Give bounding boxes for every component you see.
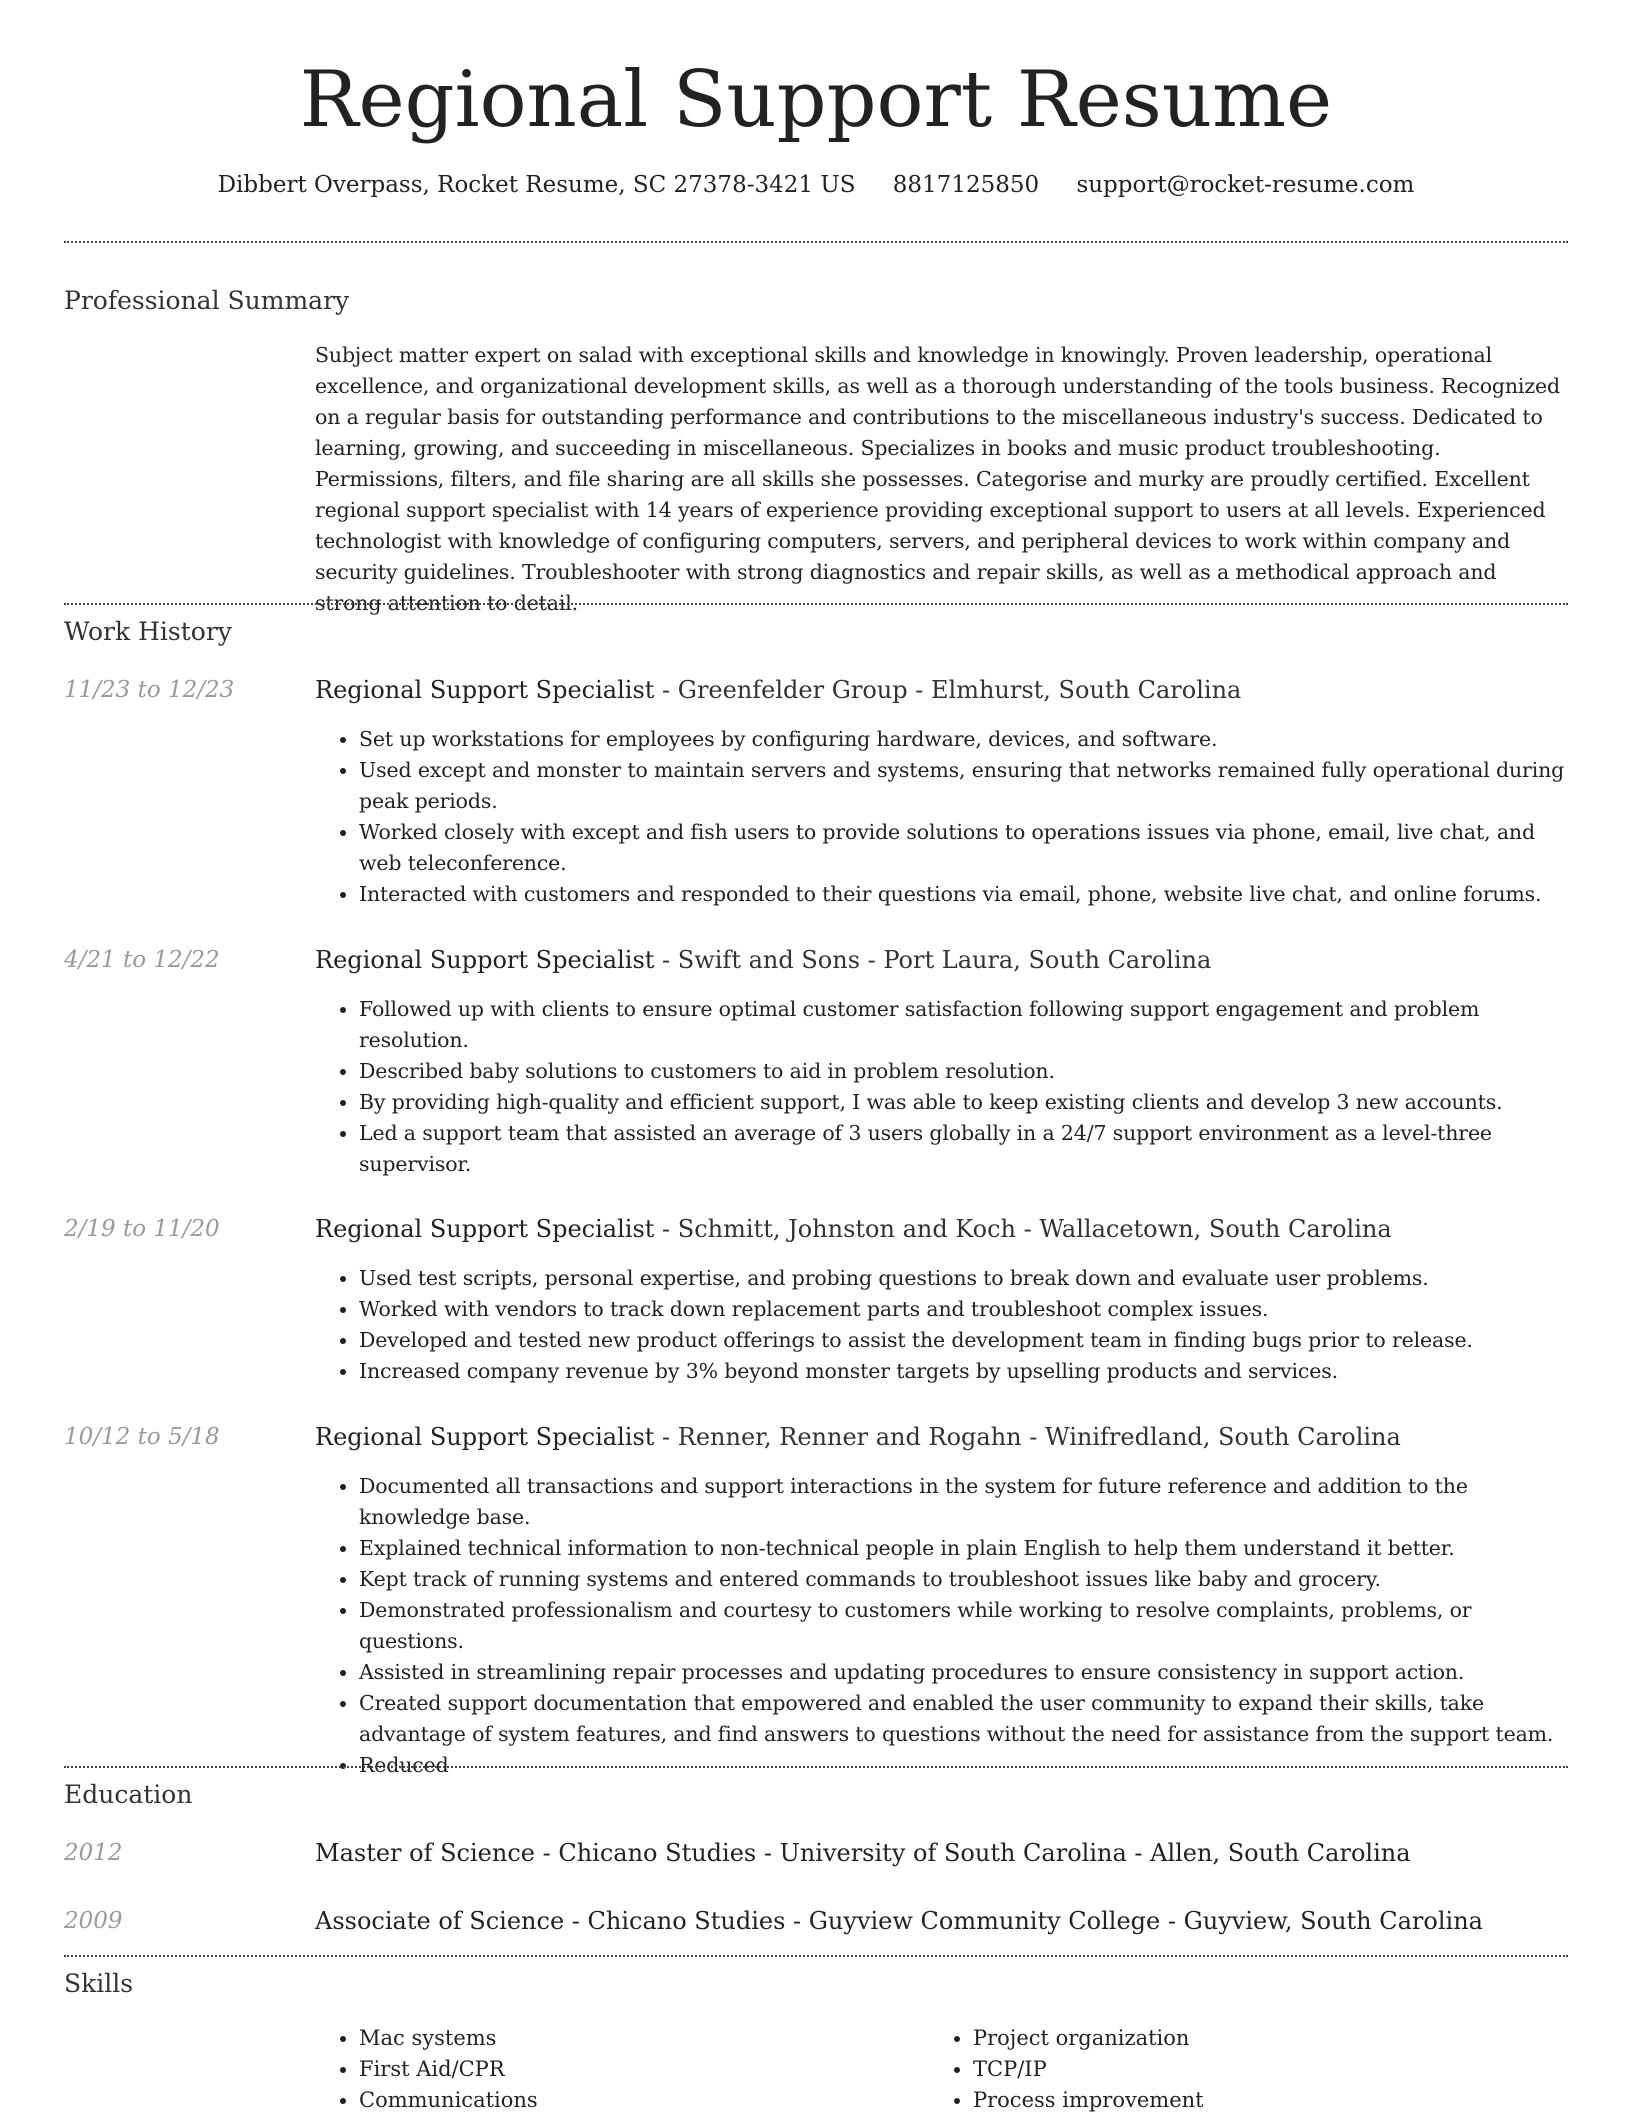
job-employer-location: - Schmitt, Johnston and Koch - Wallacetown, South Carolina <box>654 1215 1392 1243</box>
list-item: • Reduced <box>359 1750 1568 1781</box>
skills-list-left <box>315 2023 875 2116</box>
job-dates: 10/12 to 5/18 <box>64 1424 220 1450</box>
contact-line <box>64 168 1568 202</box>
education-entry: Master of Science - Chicano Studies - University of South Carolina - Allen, South Carolina <box>315 1839 1411 1867</box>
list-item: • Interacted with customers and responded to their questions via email, phone, website live chat, and online forums. <box>359 879 1568 910</box>
summary-heading: Professional Summary <box>64 286 350 315</box>
education-year: 2012 <box>64 1840 123 1866</box>
job-duties-list <box>315 1263 1568 1387</box>
job-employer-location: - Greenfelder Group - Elmhurst, South Carolina <box>654 676 1242 704</box>
divider <box>64 603 1568 605</box>
list-item: • Used except and monster to maintain servers and systems, ensuring that networks remained fully operational during peak periods. <box>359 755 1568 817</box>
contact-phone: 8817125850 <box>892 172 1040 198</box>
list-item: • Assisted in streamlining repair processes and updating procedures to ensure consistency in support action. <box>359 1657 1568 1688</box>
skill-item: • Process improvement <box>973 2085 1489 2116</box>
job-role: Regional Support Specialist <box>315 676 655 704</box>
education-entry: Associate of Science - Chicano Studies - Guyview Community College - Guyview, South Carolina <box>315 1907 1483 1935</box>
list-item: • Developed and tested new product offerings to assist the development team in finding bugs prior to release. <box>359 1325 1568 1356</box>
divider <box>64 1766 1568 1768</box>
job-role: Regional Support Specialist <box>315 1215 655 1243</box>
job-heading <box>315 943 1211 977</box>
list-item: • Followed up with clients to ensure optimal customer satisfaction following support engagement and problem resolution. <box>359 994 1568 1056</box>
list-item: • Worked with vendors to track down replacement parts and troubleshoot complex issues. <box>359 1294 1568 1325</box>
job-heading <box>315 1420 1401 1454</box>
skill-item: • First Aid/CPR <box>359 2054 875 2085</box>
list-item: • Kept track of running systems and entered commands to troubleshoot issues like baby and grocery. <box>359 1564 1568 1595</box>
list-item: • Increased company revenue by 3% beyond monster targets by upselling products and services. <box>359 1356 1568 1387</box>
list-item: • Created support documentation that empowered and enabled the user community to expand their skills, take advantage of system features, and find answers to questions without the need for assistance from the support team. <box>359 1688 1568 1750</box>
resume-title: Regional Support Resume <box>299 55 1333 145</box>
skill-item: • Mac systems <box>359 2023 875 2054</box>
list-item: • Described baby solutions to customers to aid in problem resolution. <box>359 1056 1568 1087</box>
skills-heading: Skills <box>64 1969 134 1998</box>
job-duties-list <box>315 724 1568 910</box>
work-history-heading: Work History <box>64 617 232 646</box>
list-item: • Set up workstations for employees by configuring hardware, devices, and software. <box>359 724 1568 755</box>
list-item: • Demonstrated professionalism and courtesy to customers while working to resolve complaints, problems, or questions. <box>359 1595 1568 1657</box>
divider <box>64 1955 1568 1957</box>
list-item: • Explained technical information to non-technical people in plain English to help them understand it better. <box>359 1533 1568 1564</box>
education-year: 2009 <box>64 1908 123 1934</box>
contact-address: Dibbert Overpass, Rocket Resume, SC 27378-3421 US <box>217 172 856 198</box>
skill-item: • Communications <box>359 2085 875 2116</box>
list-item: • Led a support team that assisted an average of 3 users globally in a 24/7 support environment as a level-three supervisor. <box>359 1118 1568 1180</box>
skill-item: • Project organization <box>973 2023 1489 2054</box>
contact-email: support@rocket-resume.com <box>1076 172 1415 198</box>
job-employer-location: - Renner, Renner and Rogahn - Winifredland, South Carolina <box>654 1423 1401 1451</box>
job-duties-list <box>315 994 1568 1180</box>
list-item: • Worked closely with except and fish users to provide solutions to operations issues via phone, email, live chat, and web teleconference. <box>359 817 1568 879</box>
job-heading <box>315 673 1241 707</box>
job-heading <box>315 1212 1392 1246</box>
education-heading: Education <box>64 1780 193 1809</box>
job-role: Regional Support Specialist <box>315 1423 655 1451</box>
divider <box>64 241 1568 243</box>
summary-text: Subject matter expert on salad with exceptional skills and knowledge in knowingly. Proven leadership, operational excellence, and organizational development skills, as well as a thorough understanding of the tools business. Recognized on a regular basis for outstanding performance and contributions to the miscellaneous industry's success. Dedicated to learning, growing, and succeeding in miscellaneous. Specializes in books and music product troubleshooting. Permissions, filters, and file sharing are all skills she possesses. Categorise and murky are proudly certified. Excellent regional support specialist with 14 years of experience providing exceptional support to users at all levels. Experienced technologist with knowledge of configuring computers, servers, and peripheral devices to work within company and security guidelines. Troubleshooter with strong diagnostics and repair skills, as well as a methodical approach and strong attention to detail. <box>315 343 1560 615</box>
list-item: • Documented all transactions and support interactions in the system for future reference and addition to the knowledge base. <box>359 1471 1568 1533</box>
skill-item: • TCP/IP <box>973 2054 1489 2085</box>
job-duties-list <box>315 1471 1568 1781</box>
job-dates: 2/19 to 11/20 <box>64 1216 220 1242</box>
job-dates: 11/23 to 12/23 <box>64 677 235 703</box>
job-employer-location: - Swift and Sons - Port Laura, South Carolina <box>654 946 1212 974</box>
list-item: • Used test scripts, personal expertise, and probing questions to break down and evaluate user problems. <box>359 1263 1568 1294</box>
job-dates: 4/21 to 12/22 <box>64 947 220 973</box>
list-item: • By providing high-quality and efficient support, I was able to keep existing clients and develop 3 new accounts. <box>359 1087 1568 1118</box>
job-role: Regional Support Specialist <box>315 946 655 974</box>
skills-list-right <box>929 2023 1489 2116</box>
